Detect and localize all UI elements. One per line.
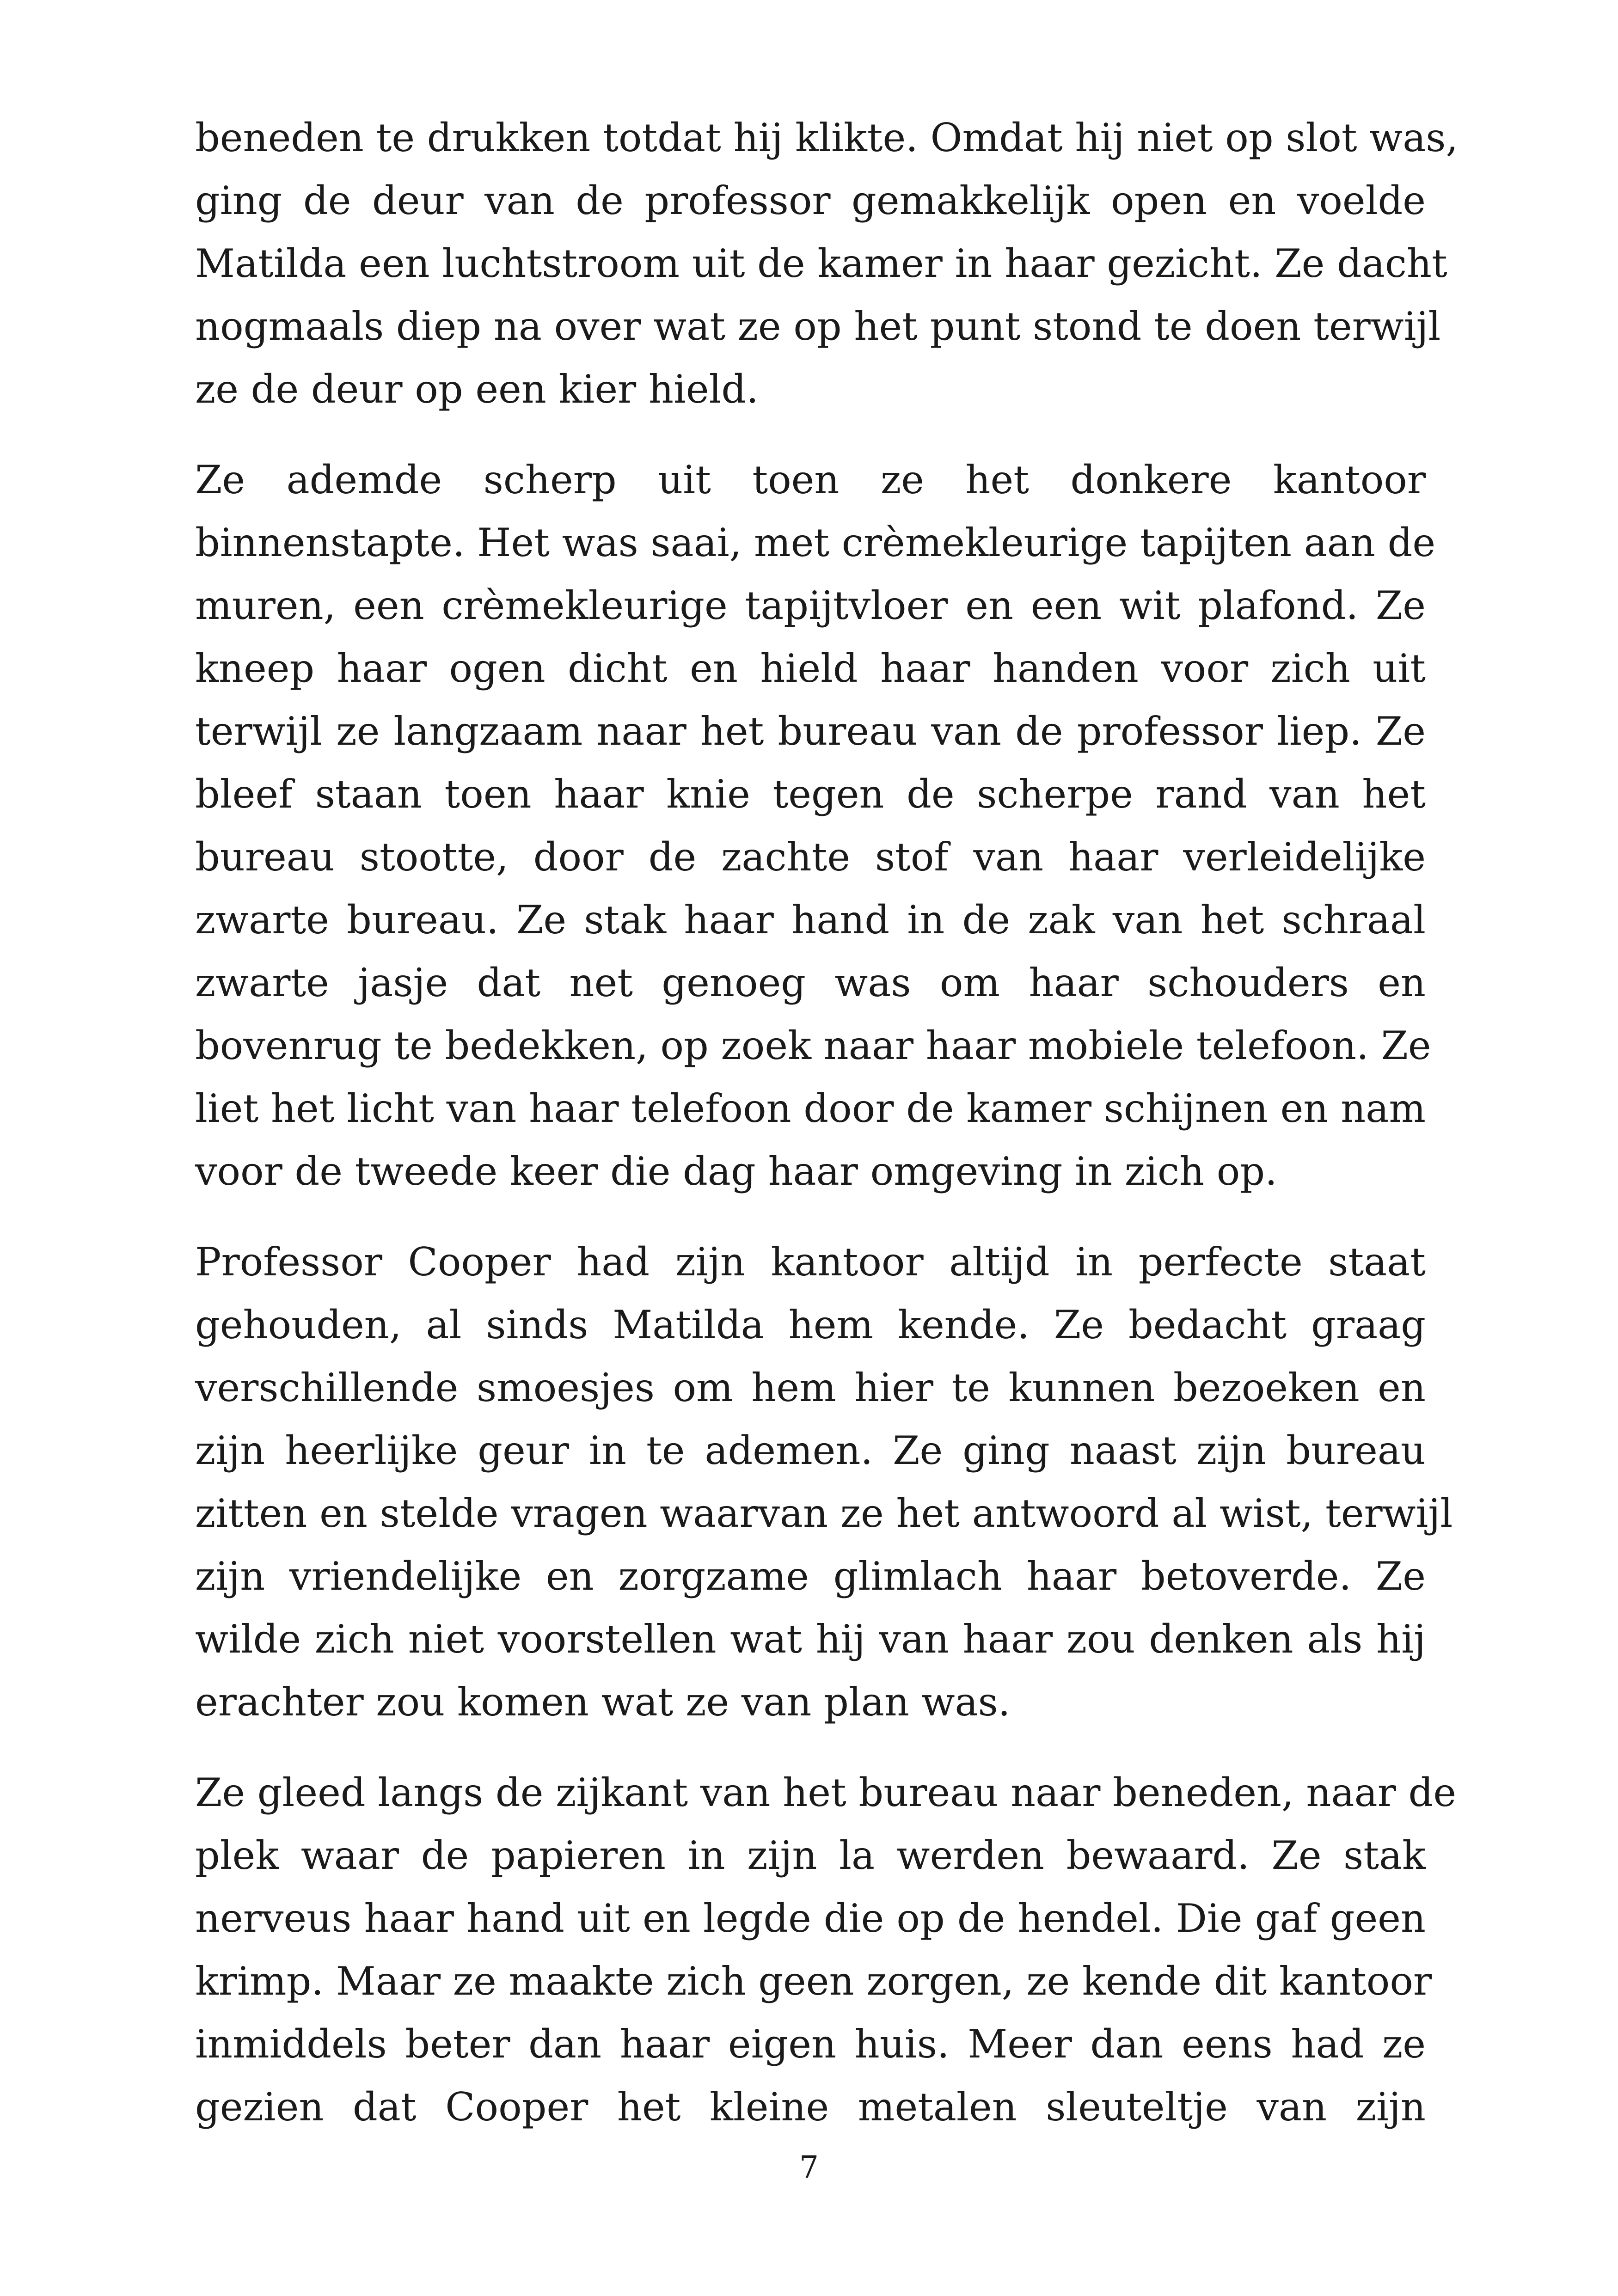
text-line: Professor Cooper had zijn kantoor altijd in perfecte staat: [195, 1239, 1426, 1285]
text-body: [195, 106, 1459, 2166]
text-line: liet het licht van haar telefoon door de kamer schijnen en nam: [195, 1086, 1426, 1131]
text-line: terwijl ze langzaam naar het bureau van de professor liep. Ze: [195, 709, 1426, 754]
text-line: verschillende smoesjes om hem hier te kunnen bezoeken en: [195, 1365, 1426, 1410]
text-line: muren, een crèmekleurige tapijtvloer en een wit plafond. Ze: [195, 583, 1426, 628]
text-line: bureau stootte, door de zachte stof van haar verleidelijke: [195, 834, 1426, 880]
paragraph: [195, 1231, 1453, 1733]
text-line: beneden te drukken totdat hij klikte. Omdat hij niet op slot was,: [195, 115, 1459, 160]
text-line: zitten en stelde vragen waarvan ze het antwoord al wist, terwijl: [195, 1491, 1453, 1536]
text-line: Ze ademde scherp uit toen ze het donkere kantoor: [195, 457, 1426, 502]
text-line: voor de tweede keer die dag haar omgeving in zich op.: [195, 1149, 1277, 1194]
text-line: wilde zich niet voorstellen wat hij van haar zou denken als hij: [195, 1616, 1426, 1662]
text-line: zijn vriendelijke en zorgzame glimlach haar betoverde. Ze: [195, 1554, 1426, 1599]
paragraph: [195, 448, 1436, 1203]
text-line: zwarte jasje dat net genoeg was om haar schouders en: [195, 960, 1426, 1005]
paragraph: [195, 106, 1459, 421]
text-line: ze de deur op een kier hield.: [195, 367, 759, 412]
text-line: plek waar de papieren in zijn la werden bewaard. Ze stak: [195, 1833, 1426, 1878]
text-line: gezien dat Cooper het kleine metalen sleuteltje van zijn: [195, 2084, 1426, 2130]
page-number: 7: [799, 2149, 819, 2185]
text-line: gehouden, al sinds Matilda hem kende. Ze bedacht graag: [195, 1302, 1426, 1347]
text-line: krimp. Maar ze maakte zich geen zorgen, ze kende dit kantoor: [195, 1959, 1432, 2004]
text-line: kneep haar ogen dicht en hield haar handen voor zich uit: [195, 646, 1426, 691]
text-line: ging de deur van de professor gemakkelijk open en voelde: [195, 178, 1426, 223]
paragraph: [195, 1761, 1457, 2138]
text-line: Matilda een luchtstroom uit de kamer in haar gezicht. Ze dacht: [195, 241, 1447, 286]
text-line: inmiddels beter dan haar eigen huis. Meer dan eens had ze: [195, 2021, 1426, 2067]
text-line: bleef staan toen haar knie tegen de scherpe rand van het: [195, 771, 1426, 817]
text-line: erachter zou komen wat ze van plan was.: [195, 1679, 1011, 1725]
text-line: bovenrug te bedekken, op zoek naar haar mobiele telefoon. Ze: [195, 1023, 1431, 1068]
text-line: nerveus haar hand uit en legde die op de hendel. Die gaf geen: [195, 1896, 1426, 1941]
text-line: binnenstapte. Het was saai, met crèmekleurige tapijten aan de: [195, 520, 1436, 565]
text-line: nogmaals diep na over wat ze op het punt stond te doen terwijl: [195, 304, 1441, 349]
text-line: zijn heerlijke geur in te ademen. Ze ging naast zijn bureau: [195, 1428, 1426, 1473]
text-line: zwarte bureau. Ze stak haar hand in de zak van het schraal: [195, 897, 1426, 943]
text-line: Ze gleed langs de zijkant van het bureau naar beneden, naar de: [195, 1770, 1457, 1815]
